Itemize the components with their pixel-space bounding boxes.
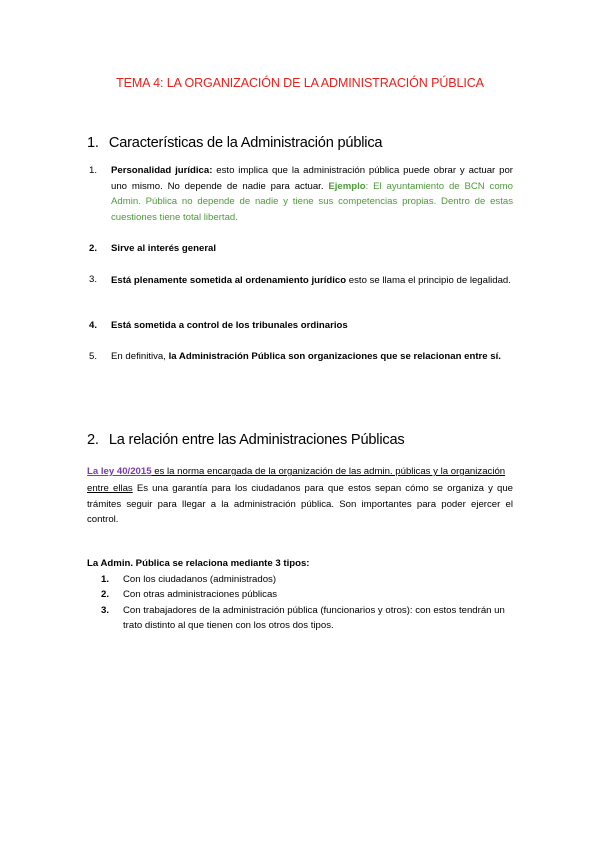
item-number: 5.	[89, 351, 98, 362]
section-2-number: 2.	[87, 432, 99, 448]
section-1-title: Características de la Administración pública	[108, 135, 383, 151]
section-2-title: La relación entre las Administraciones Públicas	[108, 432, 405, 448]
item-text: Con los ciudadanos (administrados)	[123, 574, 277, 585]
item-number: 4.	[89, 320, 98, 331]
item-text: Con otras administraciones públicas	[123, 589, 278, 600]
example-text: : El ayuntamiento de BCN como Admin. Pública no depende de nadie y tiene sus competencias propias. Dentro de estas cuestiones tiene total libertad.	[111, 180, 513, 224]
item-body: En definitiva,	[111, 351, 169, 362]
item-bold-lead: Está plenamente sometida al ordenamiento jurídico	[111, 275, 347, 286]
item-body: esto se llama el principio de legalidad.	[348, 275, 511, 286]
example-label: Ejemplo	[328, 180, 366, 192]
item-text	[111, 349, 501, 365]
item-number: 3.	[101, 605, 110, 616]
section-1-heading	[87, 135, 382, 151]
item-number: 1.	[89, 165, 98, 176]
item-text: Está sometida a control de los tribunales ordinarios	[111, 320, 348, 331]
item-body: esto implica que la administración pública puede obrar y actuar por uno mismo. No depende de nadie para actuar.	[111, 165, 513, 192]
law-text: es la norma encargada de la organización de las admin. públicas y la organización	[151, 466, 506, 477]
item-text: Sirve al interés general	[111, 243, 217, 254]
law-link[interactable]: La ley 40/2015	[87, 466, 152, 477]
item-number: 2.	[101, 589, 110, 600]
item-text	[111, 272, 513, 289]
item-bold-lead: Personalidad jurídica:	[111, 165, 213, 176]
item-number: 2.	[89, 243, 98, 254]
paragraph-text: Es una garantía para los ciudadanos para que estos sepan cómo se organiza y que trámites seguir para llegar a la administración pública. Son importantes para poder ejercer el control.	[87, 482, 513, 526]
section-1-number: 1.	[87, 135, 99, 151]
item-number: 3.	[89, 274, 98, 285]
types-intro: La Admin. Pública se relaciona mediante 3 tipos:	[87, 558, 310, 569]
item-bold-tail: la Administración Pública son organizaciones que se relacionan entre sí.	[168, 351, 501, 362]
item-text: Con trabajadores de la administración pública (funcionarios y otros): con estos tendrán un trato distinto al que tienen con los otros dos tipos.	[123, 605, 505, 632]
paragraph	[87, 464, 513, 528]
section-2-heading	[87, 432, 404, 448]
item-number: 1.	[101, 574, 110, 585]
entre-ellas-text: entre ellas	[87, 482, 133, 494]
item-text	[111, 163, 513, 226]
document-title: TEMA 4: LA ORGANIZACIÓN DE LA ADMINISTRACIÓN PÚBLICA	[116, 76, 484, 90]
